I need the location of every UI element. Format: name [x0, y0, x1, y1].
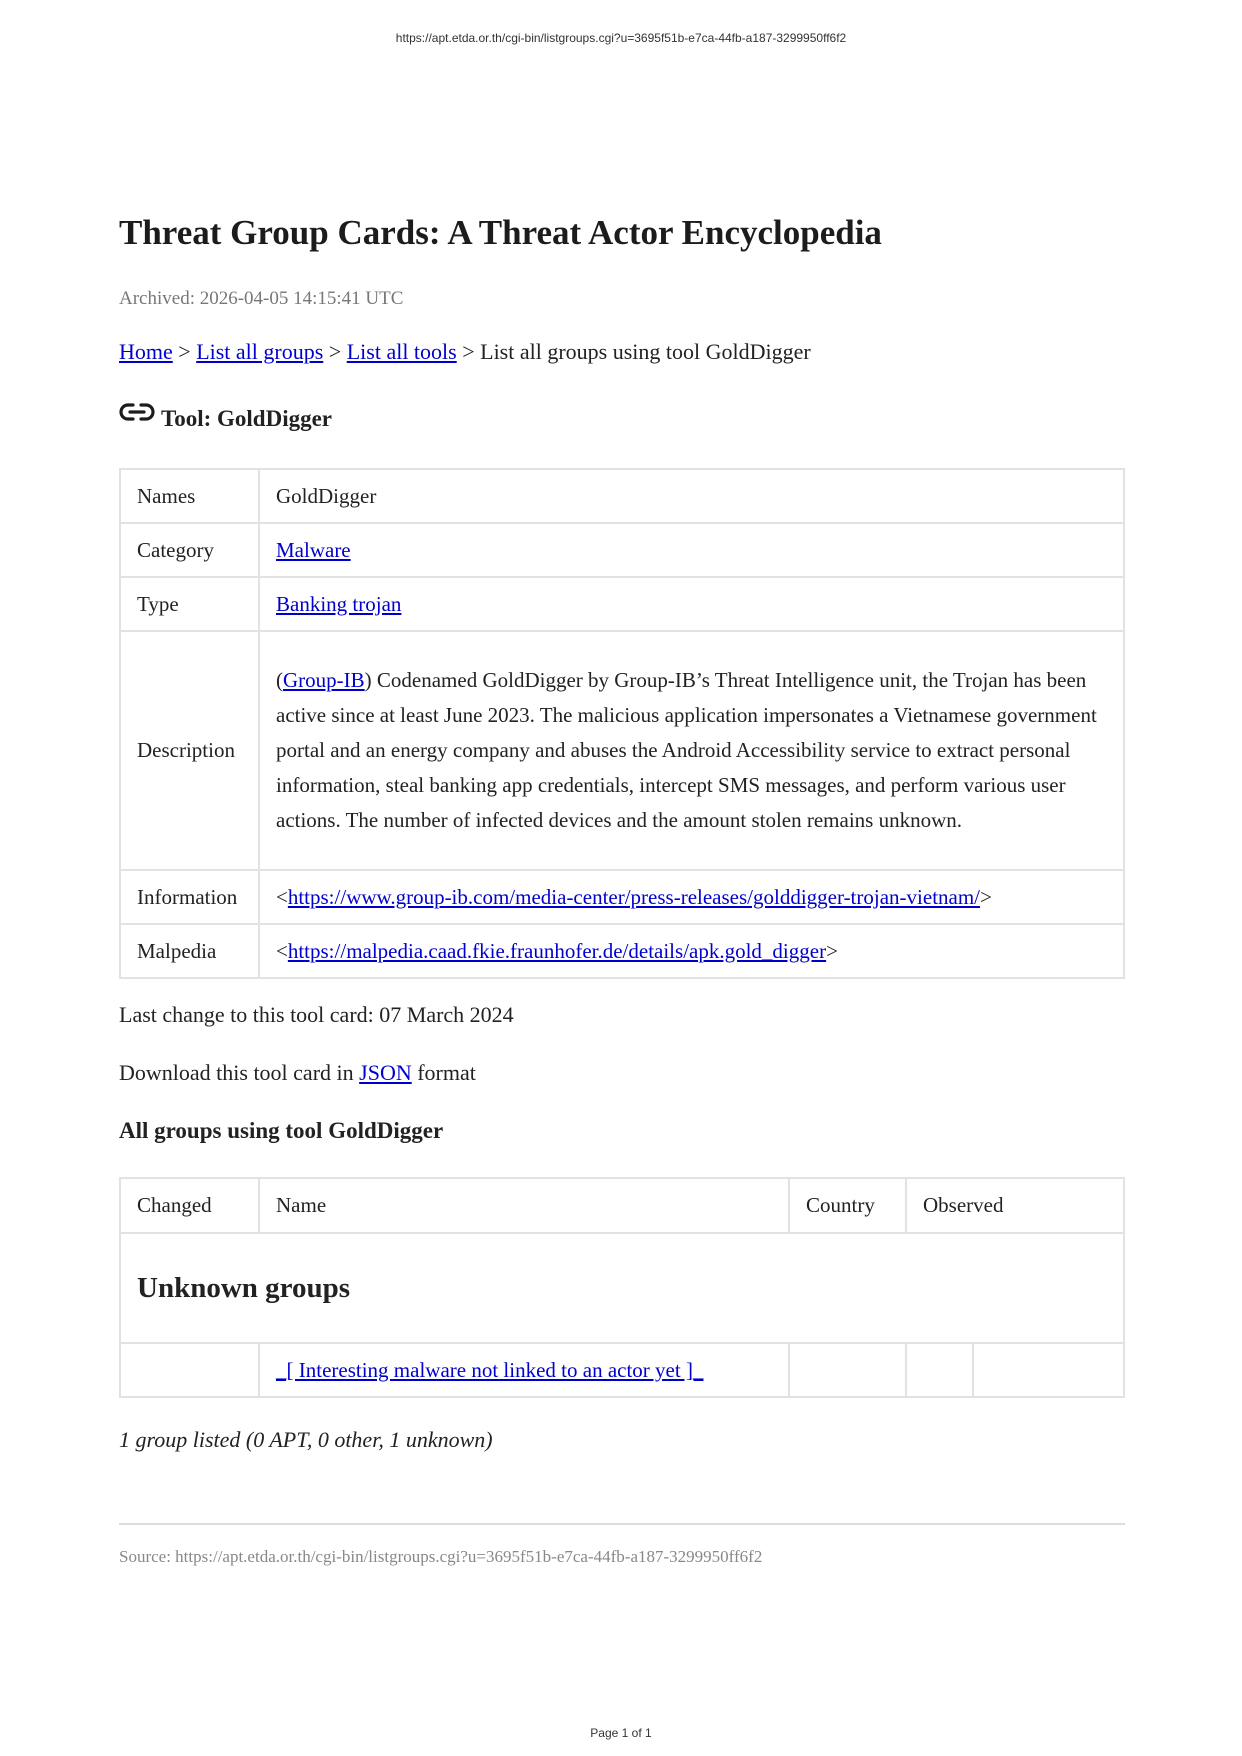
breadcrumb-list-groups-link[interactable]: List all groups: [196, 339, 324, 364]
breadcrumb-home-link[interactable]: Home: [119, 339, 173, 364]
breadcrumb-separator: >: [172, 339, 197, 364]
table-row: [120, 1343, 1124, 1397]
groups-table: [119, 1177, 1125, 1398]
table-row: [120, 924, 1124, 978]
table-row: [120, 469, 1124, 523]
angle-open: <: [276, 884, 288, 909]
breadcrumb-list-tools-link[interactable]: List all tools: [346, 339, 457, 364]
group-name-cell: [259, 1343, 789, 1397]
footer-divider: [119, 1523, 1125, 1525]
malpedia-link[interactable]: https://malpedia.caad.fkie.fraunhofer.de/details/apk.gold_digger: [287, 938, 827, 963]
category-label: Category: [120, 523, 259, 577]
breadcrumb: [119, 339, 811, 365]
information-link[interactable]: https://www.group-ib.com/media-center/press-releases/golddigger-trojan-vietnam/: [287, 884, 981, 909]
description-source-link[interactable]: Group-IB: [283, 668, 365, 692]
json-download-link[interactable]: JSON: [359, 1060, 412, 1085]
malpedia-cell: [259, 924, 1124, 978]
type-label: Type: [120, 577, 259, 631]
breadcrumb-separator: >: [323, 339, 347, 364]
group-name-link[interactable]: _[ Interesting malware not linked to an actor yet ]_: [276, 1357, 704, 1382]
description-text: ) Codenamed GoldDigger by Group-IB’s Threat Intelligence unit, the Trojan has been active since at least June 2023. The malicious application impersonates a Vietnamese government portal and an energy company and abuses the Android Accessibility service to extract personal information, steal banking app credentials, intercept SMS messages, and perform various user actions. The number of infected devices and the amount stolen remains unknown.: [276, 668, 1097, 832]
tool-info-table: [119, 468, 1125, 979]
archived-timestamp: Archived: 2026-04-05 14:15:41 UTC: [119, 288, 404, 309]
table-row: [120, 870, 1124, 924]
information-cell: [259, 870, 1124, 924]
angle-open: <: [276, 938, 288, 963]
section-title: Unknown groups: [120, 1233, 1124, 1343]
type-link[interactable]: Banking trojan: [276, 591, 402, 616]
description-label: Description: [120, 631, 259, 870]
tool-heading-text: Tool: GoldDigger: [161, 406, 333, 431]
table-row: [120, 631, 1124, 870]
group-country-cell: [789, 1343, 906, 1397]
page-title: Threat Group Cards: A Threat Actor Encyclopedia: [119, 213, 882, 252]
category-cell: [259, 523, 1124, 577]
print-header-url: https://apt.etda.or.th/cgi-bin/listgroups.cgi?u=3695f51b-e7ca-44fb-a187-3299950ff6f2: [395, 31, 847, 45]
group-observed-cell: [906, 1343, 973, 1397]
column-header-name: Name: [259, 1178, 789, 1233]
link-icon: [119, 400, 155, 424]
names-label: Names: [120, 469, 259, 523]
description-cell: [259, 631, 1124, 870]
column-header-changed: Changed: [120, 1178, 259, 1233]
tool-heading: [119, 400, 332, 432]
names-value: GoldDigger: [259, 469, 1124, 523]
column-header-country: Country: [789, 1178, 906, 1233]
breadcrumb-current: > List all groups using tool GoldDigger: [456, 339, 811, 364]
column-header-observed: Observed: [906, 1178, 1124, 1233]
groups-heading: All groups using tool GoldDigger: [119, 1118, 444, 1143]
angle-close: >: [980, 884, 992, 909]
information-label: Information: [120, 870, 259, 924]
angle-close: >: [826, 938, 838, 963]
description-open-paren: (: [276, 668, 283, 692]
download-prefix: Download this tool card in: [119, 1060, 360, 1085]
source-url: Source: https://apt.etda.or.th/cgi-bin/listgroups.cgi?u=3695f51b-e7ca-44fb-a187-3299950ff6f2: [119, 1547, 763, 1566]
table-row: [120, 523, 1124, 577]
malpedia-label: Malpedia: [120, 924, 259, 978]
section-row: [120, 1233, 1124, 1343]
groups-summary: 1 group listed (0 APT, 0 other, 1 unknown): [119, 1427, 493, 1452]
download-line: [119, 1060, 476, 1086]
download-suffix: format: [411, 1060, 476, 1085]
groups-header-row: [120, 1178, 1124, 1233]
table-row: [120, 577, 1124, 631]
group-extra-cell: [973, 1343, 1124, 1397]
group-changed-cell: [120, 1343, 259, 1397]
category-link[interactable]: Malware: [276, 537, 351, 562]
last-change-text: Last change to this tool card: 07 March 2024: [119, 1002, 514, 1027]
type-cell: [259, 577, 1124, 631]
print-footer-page-number: Page 1 of 1: [590, 1726, 652, 1740]
